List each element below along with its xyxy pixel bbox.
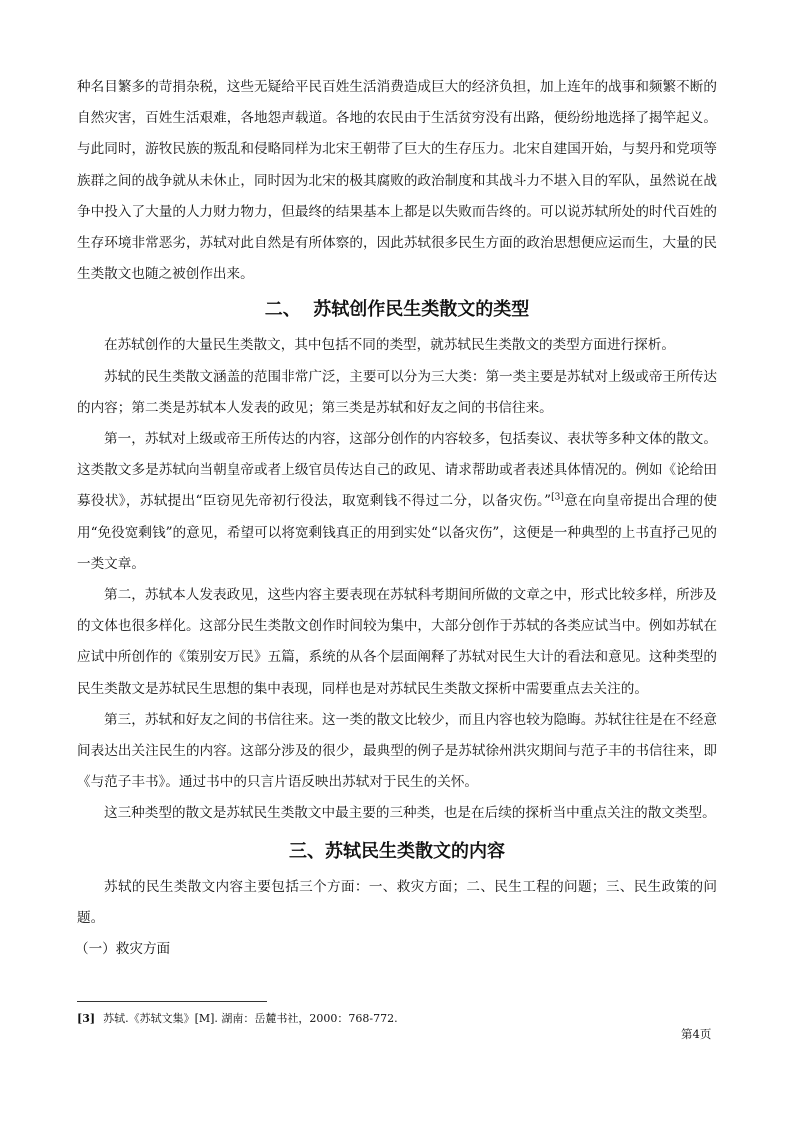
subsection-heading: （一）救灾方面 [75,941,171,958]
footnote-number: [3] [77,1012,96,1025]
paragraph-6: 第三，苏轼和好友之间的书信往来。这一类的散文比较少，而且内容也较为隐晦。苏轼往往是在不经意间表达出关注民生的内容。这部分涉及的很少，最典型的例子是苏轼徐州洪灾期间与范子丰的书信往来，即《与范子丰书》。通过书中的只言片语反映出苏轼对于民生的关怀。 [77,711,717,791]
paragraph-5: 第二，苏轼本人发表政见，这些内容主要表现在苏轼科考期间所做的文章之中，形式比较多样，所涉及的文体也很多样化。这部分民生类散文创作时间较为集中，大部分创作于苏轼的各类应试当中。例如苏轼在应试中所创作的《策别安万民》五篇，系统的从各个层面阐释了苏轼对民生大计的看法和意见。这种类型的民生类散文是苏轼民生思想的集中表现，同样也是对苏轼民生类散文探析中需要重点去关注的。 [77,587,717,697]
section-heading-2: 二、 苏轼创作民生类散文的类型 [264,299,530,321]
paragraph-4 [77,424,717,580]
paragraph-3: 苏轼的民生类散文涵盖的范围非常广泛，主要可以分为三大类：第一类主要是苏轼对上级或帝王所传达的内容；第二类是苏轼本人发表的政见；第三类是苏轼和好友之间的书信往来。 [77,368,717,416]
footnote-divider [77,1001,267,1002]
paragraph-7: 这三种类型的散文是苏轼民生类散文中最主要的三种类，也是在后续的探析当中重点关注的散文类型。 [104,805,716,822]
footnote [77,1011,717,1027]
paragraph-4-part-1: 第一，苏轼对上级或帝王所传达的内容，这部分创作的内容较多，包括奏议、表状等多种文体的散文。这类散文多是苏轼向当朝皇帝或者上级官员传达自己的政见、请求帮助或者表述具体情况的。例如《论给田募役状》，苏轼提出“臣窃见先帝初行役法，取宽剩钱不得过二分，以备灾伤。” [77,431,717,510]
page-number: 第4页 [681,1027,712,1041]
paragraph-4-part-2: 意在向皇帝提出合理的使用“免役宽剩钱”的意见，希望可以将宽剩钱真正的用到实处“以备灾伤”，这便是一种典型的上书直抒己见的一类文章。 [77,493,718,572]
paragraph-8: 苏轼的民生类散文内容主要包括三个方面：一、救灾方面；二、民生工程的问题；三、民生政策的问题。 [77,878,717,926]
citation-marker: [3] [551,492,564,503]
document-body [77,72,717,965]
footnote-text: 苏轼.《苏轼文集》[M]. 湖南：岳麓书社，2000：768-772. [103,1012,398,1025]
paragraph-2: 在苏轼创作的大量民生类散文，其中包括不同的类型，就苏轼民生类散文的类型方面进行探析。 [104,337,675,354]
paragraph-1: 种名目繁多的苛捐杂税，这些无疑给平民百姓生活消费造成巨大的经济负担，加上连年的战事和频繁不断的自然灾害，百姓生活艰难，各地怨声载道。各地的农民由于生活贫穷没有出路，便纷纷地选择了揭竿起义。与此同时，游牧民族的叛乱和侵略同样为北宋王朝带了巨大的生存压力。北宋自建国开始，与契丹和党项等族群之间的战争就从未休止，同时因为北宋的极其腐败的政治制度和其战斗力不堪入目的军队，虽然说在战争中投入了大量的人力财力物力，但最终的结果基本上都是以失败而告终的。可以说苏轼所处的时代百姓的生存环境非常恶劣，苏轼对此自然是有所体察的，因此苏轼很多民生方面的政治思想便应运而生，大量的民生类散文也随之被创作出来。 [77,79,717,283]
section-heading-3: 三、苏轼民生类散文的内容 [289,840,505,862]
